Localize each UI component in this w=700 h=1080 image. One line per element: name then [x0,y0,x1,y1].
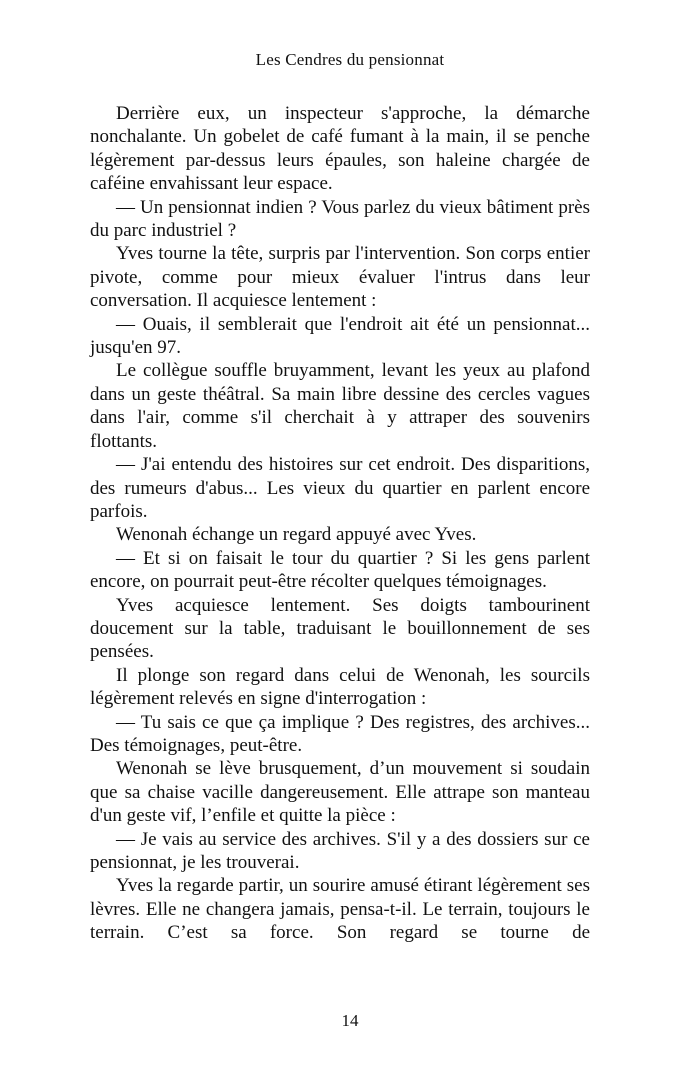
paragraph: Yves tourne la tête, surpris par l'intervention. Son corps entier pivote, comme pour mieux évaluer l'intrus dans leur conversation. Il acquiesce lentement : [90,243,590,312]
paragraph: — Ouais, il semblerait que l'endroit ait été un pensionnat... jusqu'en 97. [90,313,590,359]
paragraph: — Un pensionnat indien ? Vous parlez du vieux bâtiment près du parc industriel ? [90,196,590,242]
paragraph: — J'ai entendu des histoires sur cet endroit. Des disparitions, des rumeurs d'abus... Les vieux du quartier en parlent encore parfois. [90,454,590,522]
paragraph: — Et si on faisait le tour du quartier ? Si les gens parlent encore, on pourrait peut-être récolter quelques témoignages. [90,547,590,593]
paragraph: Il plonge son regard dans celui de Wenonah, les sourcils légèrement relevés en signe d'interrogation : [90,664,590,710]
paragraph: Derrière eux, un inspecteur s'approche, la démarche nonchalante. Un gobelet de café fumant à la main, il se penche légèrement par-dessus leurs épaules, son haleine chargée de caféine envahissant leur espace. [90,103,590,195]
paragraph: Yves acquiesce lentement. Ses doigts tambourinent doucement sur la table, traduisant le bouillonnement de ses pensées. [90,594,590,663]
page-number: 14 [341,1011,359,1030]
paragraph-continued: Yves la regarde partir, un sourire amusé étirant légèrement ses lèvres. Elle ne changera jamais, pensa-t-il. Le terrain, toujours le terrain. C’est sa force. Son regard se tourne de [90,875,590,944]
paragraph: Le collègue souffle bruyamment, levant les yeux au plafond dans un geste théâtral. Sa main libre dessine des cercles vagues dans l'air, comme s'il cherchait à y attraper des souvenirs flottants. [90,360,590,452]
running-header: Les Cendres du pensionnat [255,50,445,69]
paragraph: — Je vais au service des archives. S'il y a des dossiers sur ce pensionnat, je les trouverai. [90,828,590,873]
paragraph: Wenonah se lève brusquement, d’un mouvement si soudain que sa chaise vacille dangereusement. Elle attrape son manteau d'un geste vif, l’enfile et quitte la pièce : [90,758,590,827]
paragraph: — Tu sais ce que ça implique ? Des registres, des archives... Des témoignages, peut-être. [90,711,590,756]
body-text [90,102,590,945]
paragraph: Wenonah échange un regard appuyé avec Yves. [116,524,477,546]
